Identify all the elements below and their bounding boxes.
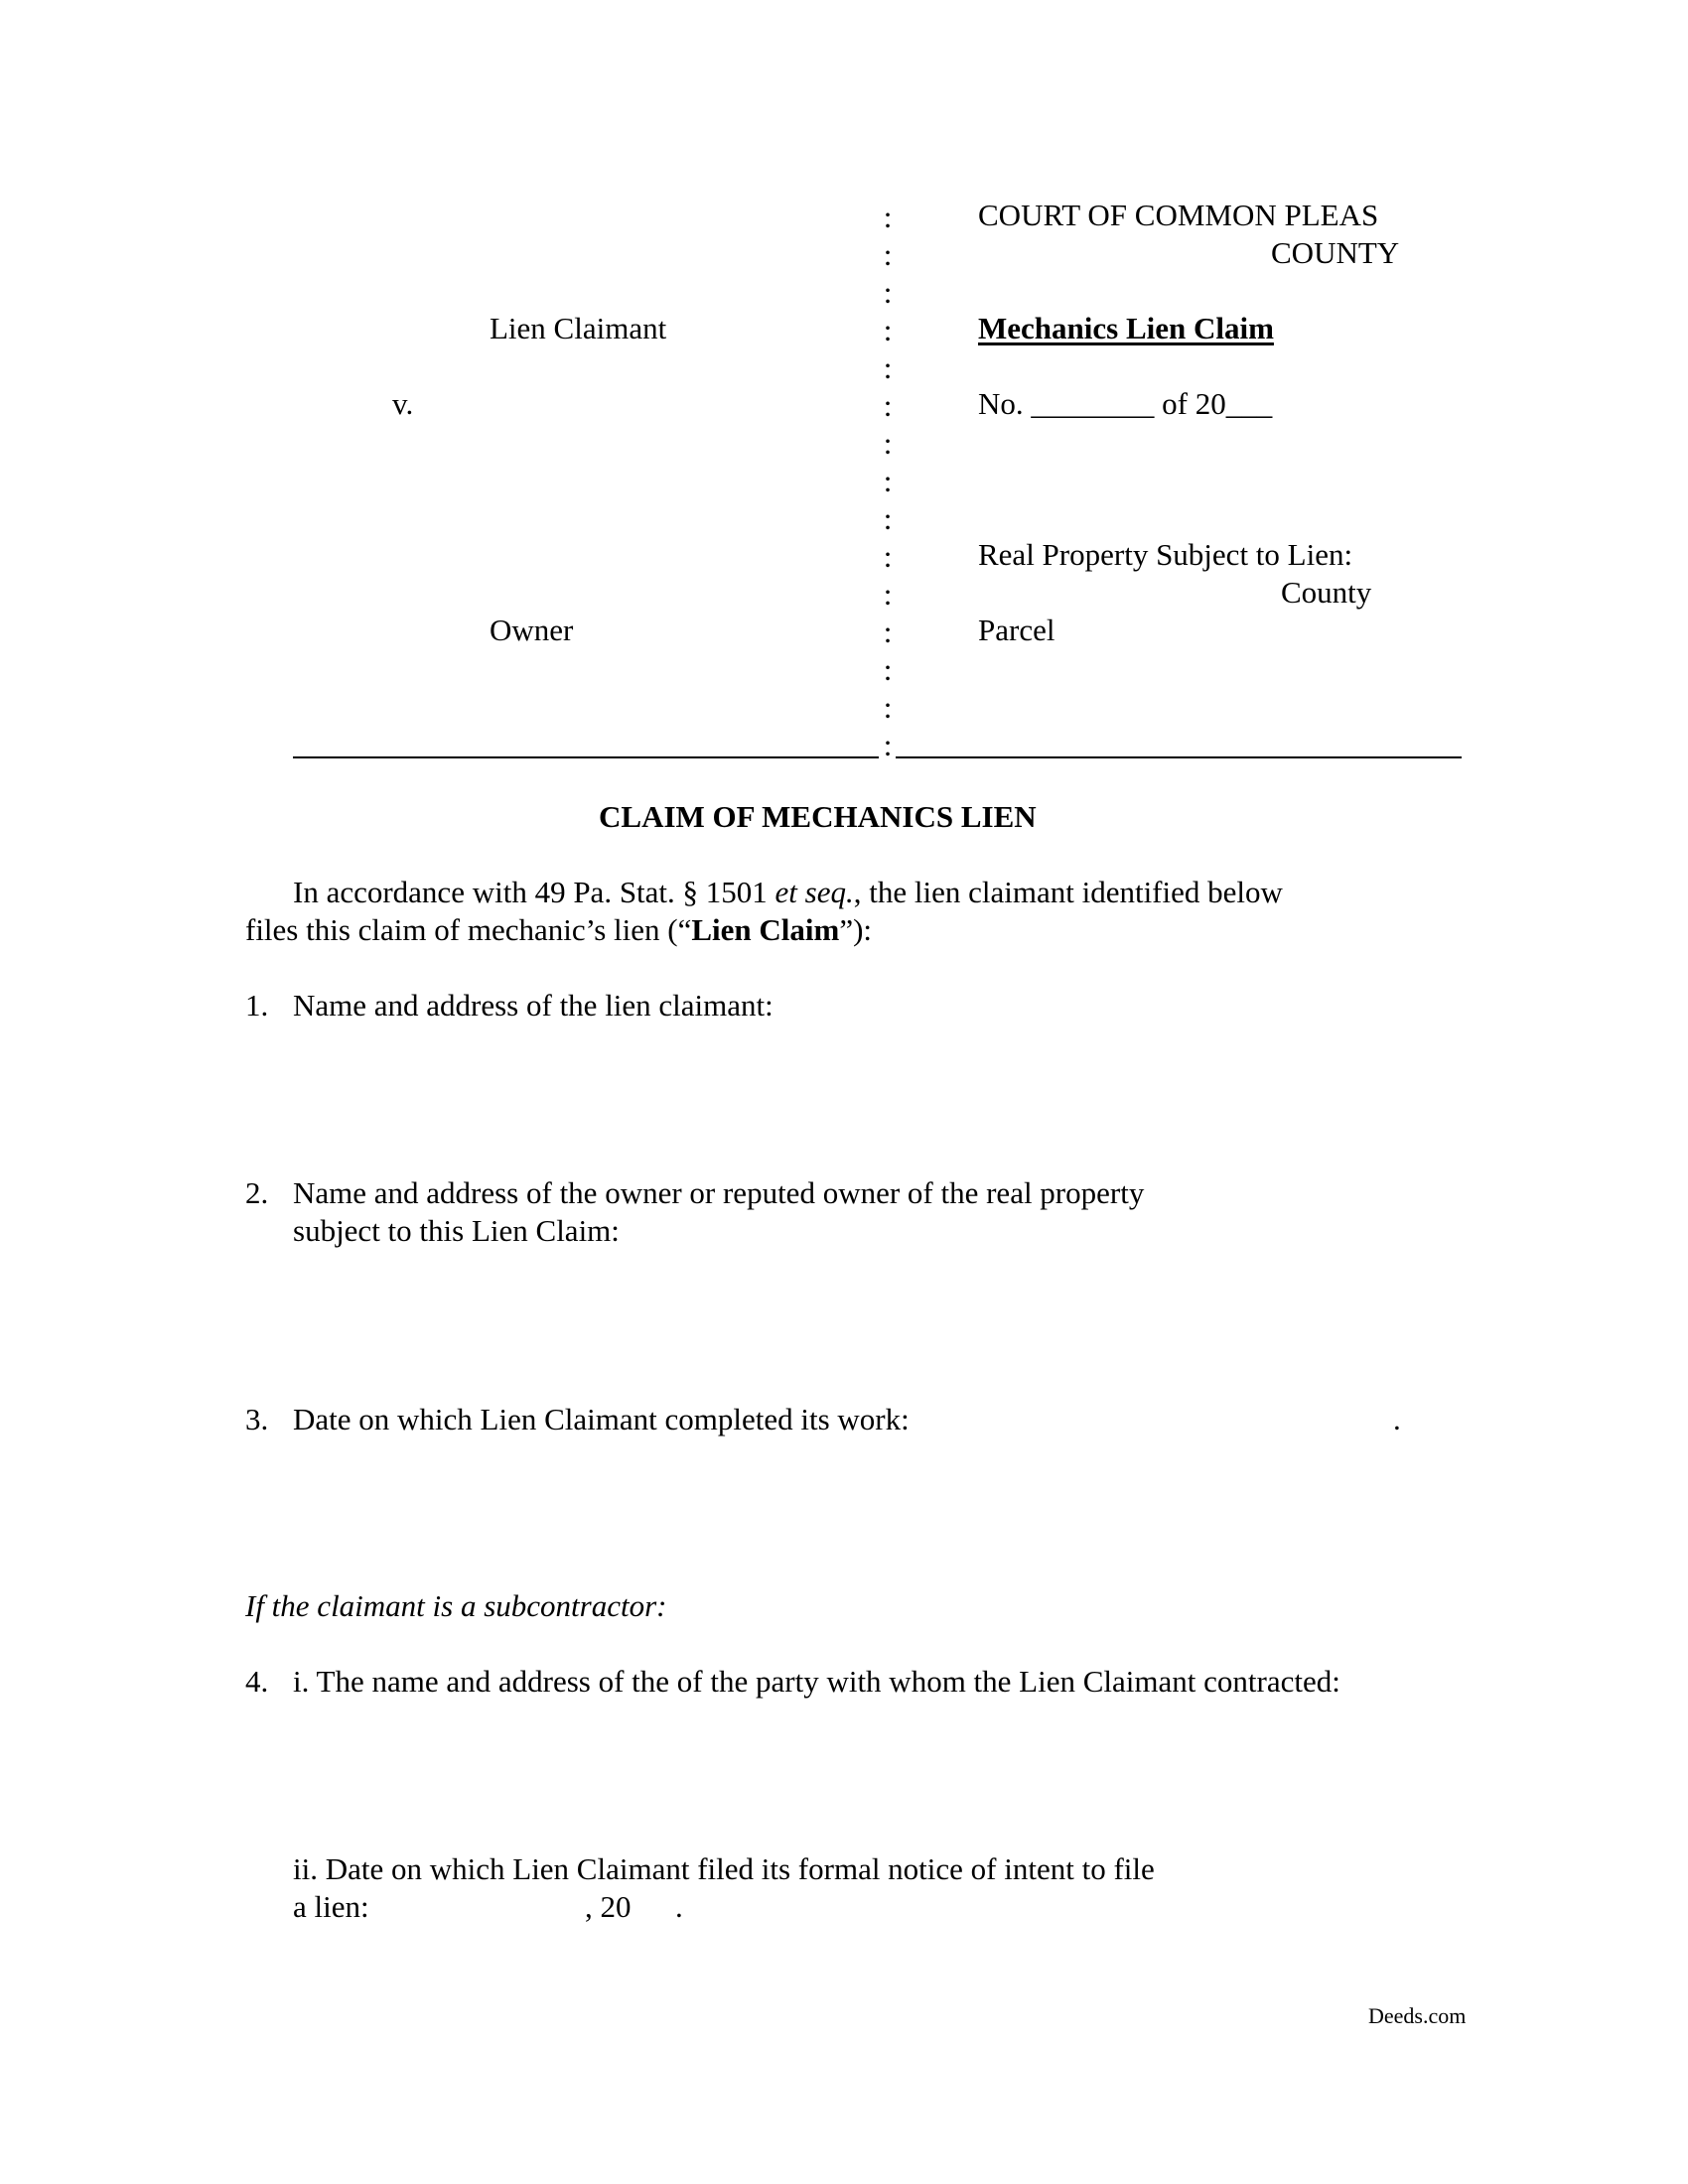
footer-brand: Deeds.com	[1368, 2003, 1467, 2028]
property-county: County	[1281, 575, 1372, 610]
colon: :	[883, 652, 893, 687]
colon: :	[883, 275, 893, 310]
colon: :	[883, 501, 893, 536]
item-2-text-line-2: subject to this Lien Claim:	[293, 1213, 620, 1248]
colon: :	[883, 464, 893, 498]
item-3-number: 3.	[245, 1402, 269, 1436]
item-4-ii-year: , 20	[585, 1889, 632, 1924]
document-title: CLAIM OF MECHANICS LIEN	[599, 799, 1037, 834]
property-parcel: Parcel	[978, 613, 1055, 647]
claim-label: Mechanics Lien Claim	[978, 311, 1274, 345]
colon: :	[883, 200, 893, 234]
item-2-number: 2.	[245, 1175, 269, 1210]
subcontractor-note: If the claimant is a subcontractor:	[245, 1588, 667, 1623]
court-county: COUNTY	[1271, 235, 1400, 270]
item-4-ii-period: .	[675, 1889, 683, 1924]
owner-label: Owner	[490, 613, 574, 647]
intro-italic: et seq.	[774, 875, 854, 909]
item-1-number: 1.	[245, 988, 269, 1023]
colon: :	[883, 539, 893, 574]
colon: :	[883, 237, 893, 272]
colon: :	[883, 690, 893, 725]
defined-term: Lien Claim	[691, 912, 840, 947]
case-number-line: No. ________ of 20___	[978, 386, 1273, 421]
item-4-number: 4.	[245, 1664, 269, 1699]
colon: :	[883, 426, 893, 461]
intro-text: In accordance with 49 Pa. Stat. § 1501	[293, 875, 775, 909]
court-name: COURT OF COMMON PLEAS	[978, 198, 1379, 232]
intro-text: ”):	[839, 912, 873, 947]
item-2-text-line-1: Name and address of the owner or reputed owner of the real property	[293, 1175, 1145, 1210]
colon: :	[883, 577, 893, 612]
intro-line-2	[245, 911, 872, 949]
property-label: Real Property Subject to Lien:	[978, 537, 1353, 572]
item-3-text: Date on which Lien Claimant completed its work:	[293, 1402, 910, 1436]
lien-claimant-label: Lien Claimant	[490, 311, 667, 345]
colon: :	[883, 313, 893, 347]
item-4-ii-prefix: a lien:	[293, 1889, 369, 1924]
intro-text: files this claim of mechanic’s lien (“	[245, 912, 692, 947]
colon: :	[883, 388, 893, 423]
item-4-ii-line-1: ii. Date on which Lien Claimant filed its formal notice of intent to file	[293, 1851, 1155, 1886]
colon: :	[883, 614, 893, 649]
colon: :	[883, 350, 893, 385]
intro-line-1	[293, 874, 1283, 911]
item-1-text: Name and address of the lien claimant:	[293, 988, 774, 1023]
intro-text: , the lien claimant identified below	[853, 875, 1283, 909]
versus-label: v.	[392, 386, 414, 421]
colon: :	[883, 728, 893, 762]
item-3-period: .	[1393, 1402, 1401, 1436]
caption-rule-left	[293, 756, 879, 758]
caption-rule-right	[896, 756, 1462, 758]
item-4-i-text: i. The name and address of the of the party with whom the Lien Claimant contracted:	[293, 1664, 1340, 1699]
